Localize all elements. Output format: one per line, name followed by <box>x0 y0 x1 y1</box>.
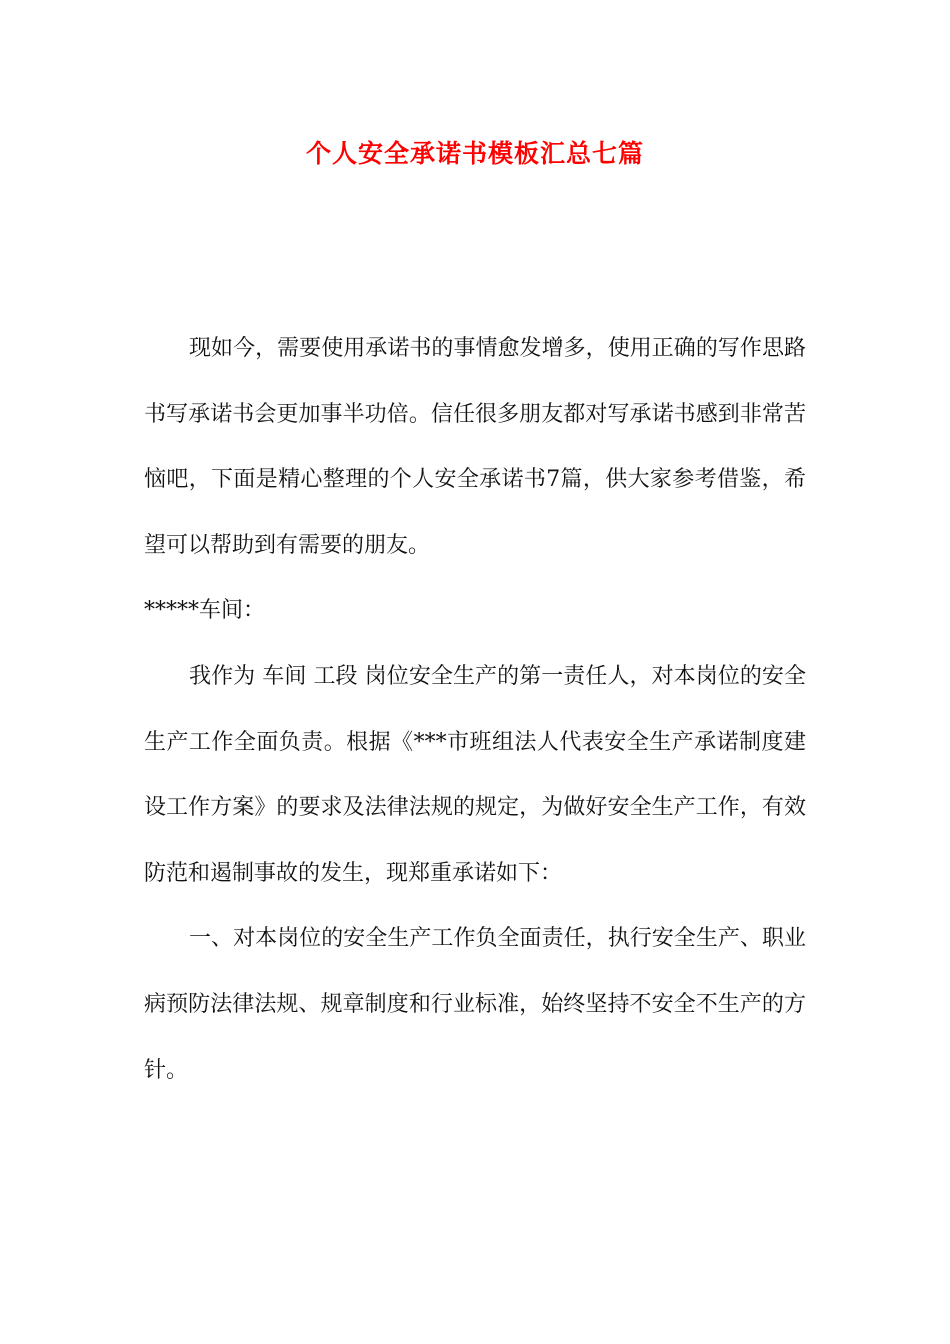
clause-one-paragraph: 一、对本岗位的安全生产工作负全面责任，执行安全生产、职业病预防法律法规、规章制度和行业标准，始终坚持不安全不生产的方针。 <box>144 926 806 1083</box>
addressee-line: *****车间： <box>144 598 266 624</box>
document-title: 个人安全承诺书模板汇总七篇 <box>305 139 644 168</box>
commitment-paragraph: 我作为 车间 工段 岗位安全生产的第一责任人，对本岗位的安全生产工作全面负责。根据《***市班组法人代表安全生产承诺制度建设工作方案》的要求及法律法规的规定，为做好安全生产工作，有效防范和遏制事故的发生，现郑重承诺如下： <box>144 663 806 886</box>
intro-paragraph: 现如今，需要使用承诺书的事情愈发增多，使用正确的写作思路书写承诺书会更加事半功倍。信任很多朋友都对写承诺书感到非常苦恼吧，下面是精心整理的个人安全承诺书7篇，供大家参考借鉴，希望可以帮助到有需要的朋友。 <box>144 336 806 558</box>
document-body <box>144 316 806 1103</box>
